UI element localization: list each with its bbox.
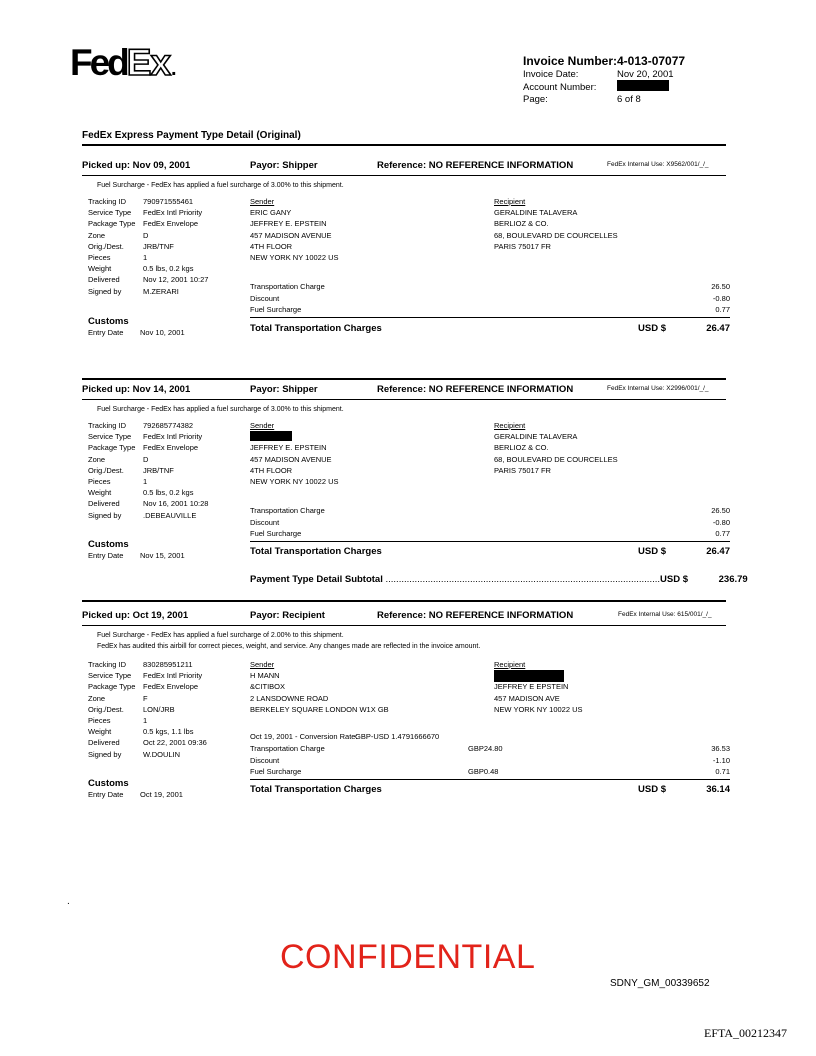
audit-note: FedEx has audited this airbill for correct pieces, weight, and service. Any changes made are reflected in the invoice amount. [97, 643, 481, 650]
logo-fed-text: Fed [70, 42, 127, 83]
sender-block: Sender H MANN &CITIBOX 2 LANSDOWNE ROAD BERKELEY SQUARE LONDON W1X GB [250, 660, 389, 714]
tracking-id: 790971555461 [143, 197, 194, 206]
signed-by: .DEBEAUVILLE [143, 510, 197, 520]
zone: D [143, 230, 149, 240]
page-label: Page: [523, 94, 548, 105]
discount-row: Discount -1.10 [250, 756, 730, 765]
shipment-rule [82, 625, 726, 626]
fuel-surcharge-row: Fuel Surcharge 0.77 [250, 305, 730, 314]
customs-heading: Customs [88, 316, 129, 327]
shipment-details: Tracking ID 792685774382 Service Type FedEx Intl Priority Package Type FedEx Envelope Zone D Orig./Dest. JRB/TNF Pieces 1 Weight 0.5 lbs, 0.2 kgs Delivered Nov 16, 2001 10:28 Signed by .DEBEAUVILLE [88, 421, 209, 520]
package-type: FedEx Envelope [143, 682, 199, 692]
confidential-stamp: CONFIDENTIAL [280, 938, 536, 976]
shipment-details: Tracking ID 790971555461 Service Type FedEx Intl Priority Package Type FedEx Envelope Zone D Orig./Dest. JRB/TNF Pieces 1 Weight 0.5 lbs, 0.2 kgs Delivered Nov 12, 2001 10:27 Signed by M.ZERARI [88, 197, 209, 296]
payor: Payor: Shipper [250, 384, 318, 395]
shipment-rule [82, 175, 726, 176]
shipment-rule [82, 399, 726, 400]
total-rule [250, 779, 730, 780]
total-rule [250, 317, 730, 318]
internal-use: FedEx Internal Use: X2996/001/_/_ [607, 385, 709, 392]
recipient-block: Recipient GERALDINE TALAVERA BERLIOZ & CO. 68, BOULEVARD DE COURCELLES PARIS 75017 FR [494, 197, 618, 251]
bates-number: SDNY_GM_00339652 [610, 978, 710, 989]
total-rule [250, 541, 730, 542]
signed-by: M.ZERARI [143, 286, 179, 296]
total-row: Total Transportation Charges USD $ 26.47 [250, 323, 730, 334]
service-type: FedEx Intl Priority [143, 432, 203, 442]
weight: 0.5 lbs, 0.2 kgs [143, 264, 194, 274]
account-number-label: Account Number: [523, 82, 597, 93]
zone: F [143, 693, 148, 703]
delivered: Nov 12, 2001 10:27 [143, 275, 209, 285]
reference: Reference: NO REFERENCE INFORMATION [377, 610, 574, 621]
fuel-surcharge-row: Fuel Surcharge GBP0.48 0.71 [250, 767, 730, 776]
invoice-number-label: Invoice Number: [523, 54, 618, 68]
account-number-redaction [617, 80, 669, 91]
delivered: Oct 22, 2001 09:36 [143, 738, 207, 748]
shipment-1 [0, 160, 816, 360]
discount-row: Discount -0.80 [250, 518, 730, 527]
fuel-note: Fuel Surcharge - FedEx has applied a fuel surcharge of 2.00% to this shipment. [97, 632, 344, 639]
recipient-name-redaction [494, 670, 564, 682]
picked-up: Picked up: Nov 09, 2001 [82, 160, 191, 171]
conversion-rate-row: Oct 19, 2001 - Conversion Rate: GBP-USD 1.4791666670 [250, 732, 440, 741]
package-type: FedEx Envelope [143, 219, 199, 229]
shipment-separator [82, 600, 726, 602]
stray-mark: . [67, 896, 70, 907]
sender-block: Sender ERIC GANY JEFFREY E. EPSTEIN 457 MADISON AVENUE 4TH FLOOR NEW YORK NY 10022 US [250, 197, 339, 263]
payor: Payor: Recipient [250, 610, 325, 621]
discount-row: Discount -0.80 [250, 294, 730, 303]
fedex-logo [70, 44, 177, 81]
picked-up: Picked up: Oct 19, 2001 [82, 610, 189, 621]
entry-date-row: Entry Date Nov 15, 2001 [88, 551, 185, 560]
recipient-block: Recipient GERALDINE TALAVERA BERLIOZ & CO. 68, BOULEVARD DE COURCELLES PARIS 75017 FR [494, 421, 618, 475]
page-number: 6 of 8 [617, 94, 641, 105]
weight: 0.5 kgs, 1.1 lbs [143, 727, 194, 737]
reference: Reference: NO REFERENCE INFORMATION [377, 384, 574, 395]
section-title: FedEx Express Payment Type Detail (Original) [82, 130, 301, 141]
reference: Reference: NO REFERENCE INFORMATION [377, 160, 574, 171]
logo-ex-text: Ex [126, 42, 171, 83]
sender-name-redaction [250, 431, 292, 441]
efta-number: EFTA_00212347 [704, 1026, 788, 1040]
total-row: Total Transportation Charges USD $ 36.14 [250, 784, 730, 795]
sender-block: Sender JEFFREY E. EPSTEIN 457 MADISON AVENUE 4TH FLOOR NEW YORK NY 10022 US [250, 421, 339, 486]
signed-by: W.DOULIN [143, 749, 181, 759]
total-row: Total Transportation Charges USD $ 26.47 [250, 546, 730, 557]
shipment-3 [0, 610, 816, 810]
pieces: 1 [143, 477, 148, 487]
invoice-date: Nov 20, 2001 [617, 69, 674, 80]
customs-heading: Customs [88, 539, 129, 550]
picked-up: Picked up: Nov 14, 2001 [82, 384, 191, 395]
orig-dest: JRB/TNF [143, 241, 174, 251]
zone: D [143, 454, 149, 464]
tracking-id: 792685774382 [143, 421, 194, 430]
service-type: FedEx Intl Priority [143, 671, 203, 681]
shipment-2 [0, 384, 816, 584]
customs-heading: Customs [88, 778, 129, 789]
pieces: 1 [143, 716, 148, 726]
recipient-block: Recipient JEFFREY E EPSTEIN 457 MADISON AVE NEW YORK NY 10022 US [494, 660, 583, 714]
invoice-number: 4-013-07077 [617, 54, 686, 68]
service-type: FedEx Intl Priority [143, 208, 203, 218]
internal-use: FedEx Internal Use: X9562/001/_/_ [607, 161, 709, 168]
orig-dest: LON/JRB [143, 704, 175, 714]
package-type: FedEx Envelope [143, 443, 199, 453]
shipment-details: Tracking ID 830285951211 Service Type FedEx Intl Priority Package Type FedEx Envelope Zone F Orig./Dest. LON/JRB Pieces 1 Weight 0.5 kgs, 1.1 lbs Delivered Oct 22, 2001 09:36 Signed by W.DOULIN [88, 660, 207, 759]
fuel-note: Fuel Surcharge - FedEx has applied a fuel surcharge of 3.00% to this shipment. [97, 406, 344, 413]
section-rule [82, 144, 726, 146]
fuel-surcharge-row: Fuel Surcharge 0.77 [250, 529, 730, 538]
payor: Payor: Shipper [250, 160, 318, 171]
weight: 0.5 lbs, 0.2 kgs [143, 488, 194, 498]
transportation-charge-row: Transportation Charge 26.50 [250, 282, 730, 291]
shipment-separator [82, 378, 726, 380]
tracking-id: 830285951211 [143, 660, 193, 669]
fuel-note: Fuel Surcharge - FedEx has applied a fuel surcharge of 3.00% to this shipment. [97, 182, 344, 189]
entry-date-row: Entry Date Oct 19, 2001 [88, 790, 183, 799]
logo-dot: . [171, 58, 177, 80]
pieces: 1 [143, 253, 148, 263]
internal-use: FedEx Internal Use: 615/001/_/_ [618, 611, 712, 618]
transportation-charge-row: Transportation Charge 26.50 [250, 506, 730, 515]
transportation-charge-row: Transportation Charge GBP24.80 36.53 [250, 744, 730, 753]
delivered: Nov 16, 2001 10:28 [143, 499, 209, 509]
entry-date-row: Entry Date Nov 10, 2001 [88, 328, 185, 337]
orig-dest: JRB/TNF [143, 465, 174, 475]
payment-type-subtotal: Payment Type Detail Subtotal ........................................................................................................USD $ 236.79 [250, 574, 748, 585]
invoice-date-label: Invoice Date: [523, 69, 579, 80]
